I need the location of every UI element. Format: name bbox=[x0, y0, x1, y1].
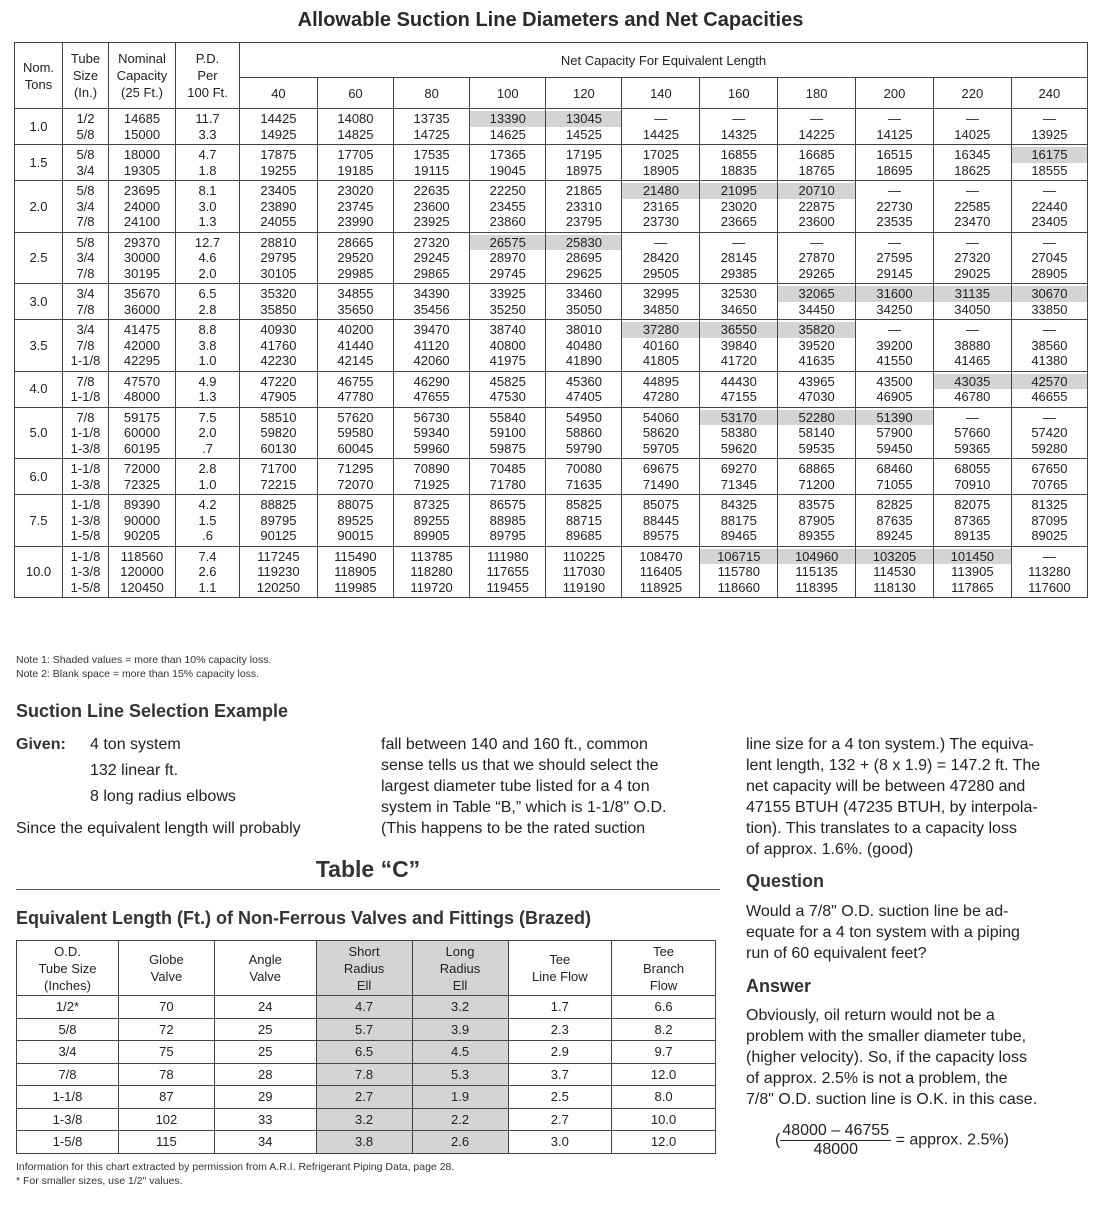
note-2: Note 2: Blank space = more than 15% capacity loss. bbox=[16, 668, 260, 680]
capacity-cell-60: 40200 41440 42145 bbox=[317, 320, 393, 372]
nom-tons-cell: 3.0 bbox=[15, 284, 63, 320]
capacity-cell-240: 42570 46655 bbox=[1011, 371, 1087, 407]
example-heading: Suction Line Selection Example bbox=[16, 701, 289, 721]
capacity-cell-140: 54060 58620 59705 bbox=[622, 407, 700, 459]
capacity-cell-120: 21865 23310 23795 bbox=[546, 181, 622, 233]
nominal-capacity-cell: 47570 48000 bbox=[109, 371, 176, 407]
table-c-label: Table “C” bbox=[315, 856, 421, 882]
header-length-120: 120 bbox=[546, 78, 622, 109]
table-c-cell: 1.9 bbox=[412, 1086, 508, 1109]
tube-size-cell: 3/4 7/8 1-1/8 bbox=[63, 320, 109, 372]
net-capacity-table bbox=[14, 42, 1088, 598]
formula-numerator: 48000 – 46755 bbox=[782, 1122, 890, 1139]
capacity-cell-100: 111980 117655 119455 bbox=[470, 546, 546, 598]
capacity-cell-80: 17535 19115 bbox=[394, 145, 470, 181]
capacity-cell-180: 52280 58140 59535 bbox=[778, 407, 856, 459]
capacity-cell-60: 17705 19185 bbox=[317, 145, 393, 181]
capacity-cell-220: — 38880 41465 bbox=[933, 320, 1011, 372]
pd-cell: 12.7 4.6 2.0 bbox=[176, 232, 240, 284]
capacity-cell-60: 28665 29520 29985 bbox=[317, 232, 393, 284]
capacity-cell-160: 21095 23020 23665 bbox=[700, 181, 778, 233]
nom-tons-cell: 6.0 bbox=[15, 459, 63, 495]
tube-size-cell: 5/8 3/4 7/8 bbox=[63, 181, 109, 233]
capacity-cell-200: 31600 34250 bbox=[856, 284, 934, 320]
capacity-cell-160: 32530 34650 bbox=[700, 284, 778, 320]
capacity-cell-220: 16345 18625 bbox=[933, 145, 1011, 181]
capacity-cell-100: 22250 23455 23860 bbox=[470, 181, 546, 233]
footnote-smaller-sizes: * For smaller sizes, use 1/2" values. bbox=[16, 1175, 183, 1187]
page-title: Allowable Suction Line Diameters and Net Capacities bbox=[297, 9, 804, 31]
table-c-header: Long Radius Ell bbox=[412, 941, 508, 996]
capacity-cell-140: 108470 116405 118925 bbox=[622, 546, 700, 598]
nominal-capacity-cell: 14685 15000 bbox=[109, 109, 176, 145]
capacity-cell-140: 37280 40160 41805 bbox=[622, 320, 700, 372]
capacity-cell-240: — 57420 59280 bbox=[1011, 407, 1087, 459]
nom-tons-cell: 4.0 bbox=[15, 371, 63, 407]
question-text: Would a 7/8" O.D. suction line be ad- equate for a 4 ton system with a piping run of 60 equivalent feet? bbox=[746, 903, 1020, 962]
pd-cell: 11.7 3.3 bbox=[176, 109, 240, 145]
capacity-cell-100: 70485 71780 bbox=[470, 459, 546, 495]
table-c-cell: 4.7 bbox=[316, 996, 412, 1019]
pd-cell: 4.9 1.3 bbox=[176, 371, 240, 407]
capacity-cell-240: — 22440 23405 bbox=[1011, 181, 1087, 233]
nom-tons-cell: 2.0 bbox=[15, 181, 63, 233]
capacity-cell-60: 46755 47780 bbox=[317, 371, 393, 407]
capacity-cell-120: 45360 47405 bbox=[546, 371, 622, 407]
table-row bbox=[15, 407, 1088, 459]
given-label: Given: bbox=[16, 736, 66, 753]
table-c-cell: 5/8 bbox=[17, 1018, 119, 1041]
capacity-cell-80: 39470 41120 42060 bbox=[394, 320, 470, 372]
capacity-cell-80: 113785 118280 119720 bbox=[394, 546, 470, 598]
capacity-cell-180: 83575 87905 89355 bbox=[778, 495, 856, 547]
table-c-cell: 2.6 bbox=[412, 1131, 508, 1154]
pd-cell: 8.8 3.8 1.0 bbox=[176, 320, 240, 372]
capacity-cell-120: 85825 88715 89685 bbox=[546, 495, 622, 547]
capacity-cell-240: — 27045 28905 bbox=[1011, 232, 1087, 284]
capacity-cell-120: 110225 117030 119190 bbox=[546, 546, 622, 598]
table-row bbox=[15, 320, 1088, 372]
capacity-cell-120: 38010 40480 41890 bbox=[546, 320, 622, 372]
capacity-cell-60: 115490 118905 119985 bbox=[317, 546, 393, 598]
capacity-cell-140: 21480 23165 23730 bbox=[622, 181, 700, 233]
table-c-cell: 3.7 bbox=[508, 1063, 612, 1086]
header-length-240: 240 bbox=[1011, 78, 1087, 109]
capacity-cell-240: 16175 18555 bbox=[1011, 145, 1087, 181]
header-tube-size: Tube Size (In.) bbox=[63, 43, 109, 109]
table-c-cell: 8.0 bbox=[612, 1086, 716, 1109]
capacity-cell-200: — 14125 bbox=[856, 109, 934, 145]
capacity-cell-120: 70080 71635 bbox=[546, 459, 622, 495]
table-c-cell: 3.2 bbox=[316, 1108, 412, 1131]
table-c-cell: 34 bbox=[214, 1131, 316, 1154]
capacity-cell-180: — 27870 29265 bbox=[778, 232, 856, 284]
table-row bbox=[17, 1108, 716, 1131]
table-c-cell: 25 bbox=[214, 1041, 316, 1064]
capacity-cell-180: — 14225 bbox=[778, 109, 856, 145]
capacity-cell-180: 32065 34450 bbox=[778, 284, 856, 320]
table-c-cell: 33 bbox=[214, 1108, 316, 1131]
answer-text: Obviously, oil return would not be a problem with the smaller diameter tube, (higher velocity). So, if the capacity loss of approx. 2.5% is not a problem, the 7/8" O.D. suction line is O.K. in this case. bbox=[746, 1007, 1038, 1108]
capacity-cell-100: 26575 28970 29745 bbox=[470, 232, 546, 284]
table-c-cell: 3.2 bbox=[412, 996, 508, 1019]
capacity-cell-120: 54950 58860 59790 bbox=[546, 407, 622, 459]
capacity-cell-100: 13390 14625 bbox=[470, 109, 546, 145]
loss-formula: ( $\frac{48000 - 46755}{48000}$ = approx. 2.5%) bbox=[775, 1122, 1009, 1158]
capacity-cell-40: 58510 59820 60130 bbox=[240, 407, 318, 459]
nominal-capacity-cell: 118560 120000 120450 bbox=[109, 546, 176, 598]
capacity-cell-160: 16855 18835 bbox=[700, 145, 778, 181]
capacity-cell-180: 43965 47030 bbox=[778, 371, 856, 407]
answer-heading: Answer bbox=[746, 976, 812, 996]
table-c-footnotes bbox=[16, 1160, 454, 1188]
capacity-cell-240: — 113280 117600 bbox=[1011, 546, 1087, 598]
table-c-header: Globe Valve bbox=[118, 941, 214, 996]
nom-tons-cell: 1.0 bbox=[15, 109, 63, 145]
table-c-cell: 9.7 bbox=[612, 1041, 716, 1064]
capacity-cell-200: 68460 71055 bbox=[856, 459, 934, 495]
tube-size-cell: 1-1/8 1-3/8 1-5/8 bbox=[63, 495, 109, 547]
tube-size-cell: 1/2 5/8 bbox=[63, 109, 109, 145]
table-c-cell: 12.0 bbox=[612, 1063, 716, 1086]
table-row bbox=[17, 1086, 716, 1109]
capacity-cell-60: 88075 89525 90015 bbox=[317, 495, 393, 547]
given-item: 8 long radius elbows bbox=[90, 788, 236, 805]
capacity-cell-180: 104960 115135 118395 bbox=[778, 546, 856, 598]
capacity-cell-60: 14080 14825 bbox=[317, 109, 393, 145]
table-c-cell: 12.0 bbox=[612, 1131, 716, 1154]
table-row bbox=[15, 145, 1088, 181]
table-c-cell: 7.8 bbox=[316, 1063, 412, 1086]
capacity-cell-120: 17195 18975 bbox=[546, 145, 622, 181]
capacity-cell-140: 85075 88445 89575 bbox=[622, 495, 700, 547]
nominal-capacity-cell: 72000 72325 bbox=[109, 459, 176, 495]
nominal-capacity-cell: 89390 90000 90205 bbox=[109, 495, 176, 547]
header-nom-tons: Nom. Tons bbox=[15, 43, 63, 109]
capacity-cell-60: 57620 59580 60045 bbox=[317, 407, 393, 459]
table-c-cell: 2.5 bbox=[508, 1086, 612, 1109]
table-c-cell: 6.6 bbox=[612, 996, 716, 1019]
capacity-cell-220: 31135 34050 bbox=[933, 284, 1011, 320]
capacity-cell-220: — 14025 bbox=[933, 109, 1011, 145]
capacity-cell-220: 68055 70910 bbox=[933, 459, 1011, 495]
header-length-40: 40 bbox=[240, 78, 318, 109]
capacity-cell-140: — 28420 29505 bbox=[622, 232, 700, 284]
table-c-cell: 1/2* bbox=[17, 996, 119, 1019]
given-item: 4 ton system bbox=[90, 736, 181, 753]
table-row bbox=[17, 1018, 716, 1041]
given-item: 132 linear ft. bbox=[90, 762, 179, 779]
table-c-header: Tee Branch Flow bbox=[612, 941, 716, 996]
capacity-cell-220: 43035 46780 bbox=[933, 371, 1011, 407]
capacity-cell-80: 22635 23600 23925 bbox=[394, 181, 470, 233]
capacity-cell-160: — 28145 29385 bbox=[700, 232, 778, 284]
capacity-cell-200: 51390 57900 59450 bbox=[856, 407, 934, 459]
table-row bbox=[15, 495, 1088, 547]
table-c-cell: 24 bbox=[214, 996, 316, 1019]
nom-tons-cell: 3.5 bbox=[15, 320, 63, 372]
nominal-capacity-cell: 41475 42000 42295 bbox=[109, 320, 176, 372]
capacity-cell-80: 27320 29245 29865 bbox=[394, 232, 470, 284]
capacity-cell-200: — 22730 23535 bbox=[856, 181, 934, 233]
table-c-header: Tee Line Flow bbox=[508, 941, 612, 996]
table-row bbox=[17, 1063, 716, 1086]
capacity-cell-240: — 13925 bbox=[1011, 109, 1087, 145]
table-row bbox=[15, 181, 1088, 233]
table-c-cell: 3.9 bbox=[412, 1018, 508, 1041]
capacity-cell-80: 87325 89255 89905 bbox=[394, 495, 470, 547]
capacity-cell-200: 103205 114530 118130 bbox=[856, 546, 934, 598]
capacity-cell-180: 35820 39520 41635 bbox=[778, 320, 856, 372]
capacity-cell-120: 25830 28695 29625 bbox=[546, 232, 622, 284]
capacity-cell-80: 46290 47655 bbox=[394, 371, 470, 407]
nominal-capacity-cell: 23695 24000 24100 bbox=[109, 181, 176, 233]
table-c-cell: 28 bbox=[214, 1063, 316, 1086]
pd-cell: 2.8 1.0 bbox=[176, 459, 240, 495]
capacity-cell-160: 69270 71345 bbox=[700, 459, 778, 495]
footnote-source: Information for this chart extracted by permission from A.R.I. Refrigerant Piping Data, page 28. bbox=[16, 1161, 455, 1173]
table-c-cell: 70 bbox=[118, 996, 214, 1019]
table-c-cell: 10.0 bbox=[612, 1108, 716, 1131]
pd-cell: 7.5 2.0 .7 bbox=[176, 407, 240, 459]
tube-size-cell: 3/4 7/8 bbox=[63, 284, 109, 320]
header-net-capacity: Net Capacity For Equivalent Length bbox=[240, 43, 1088, 78]
table-row bbox=[17, 1131, 716, 1154]
table-c-cell: 29 bbox=[214, 1086, 316, 1109]
capacity-cell-180: 68865 71200 bbox=[778, 459, 856, 495]
divider bbox=[16, 889, 720, 890]
capacity-cell-140: 17025 18905 bbox=[622, 145, 700, 181]
capacity-cell-80: 13735 14725 bbox=[394, 109, 470, 145]
table-row bbox=[17, 996, 716, 1019]
capacity-cell-60: 34855 35650 bbox=[317, 284, 393, 320]
header-pd: P.D. Per 100 Ft. bbox=[176, 43, 240, 109]
capacity-cell-100: 33925 35250 bbox=[470, 284, 546, 320]
table-row bbox=[17, 1041, 716, 1064]
pd-cell: 8.1 3.0 1.3 bbox=[176, 181, 240, 233]
table-c-cell: 4.5 bbox=[412, 1041, 508, 1064]
capacity-cell-140: 32995 34850 bbox=[622, 284, 700, 320]
table-row bbox=[15, 371, 1088, 407]
table-c-cell: 2.9 bbox=[508, 1041, 612, 1064]
capacity-cell-100: 17365 19045 bbox=[470, 145, 546, 181]
capacity-cell-40: 47220 47905 bbox=[240, 371, 318, 407]
nom-tons-cell: 5.0 bbox=[15, 407, 63, 459]
capacity-cell-40: 117245 119230 120250 bbox=[240, 546, 318, 598]
pd-cell: 4.2 1.5 .6 bbox=[176, 495, 240, 547]
table-c-cell: 7/8 bbox=[17, 1063, 119, 1086]
capacity-cell-40: 35320 35850 bbox=[240, 284, 318, 320]
table-c-cell: 2.7 bbox=[508, 1108, 612, 1131]
table-c-cell: 2.3 bbox=[508, 1018, 612, 1041]
capacity-cell-160: 44430 47155 bbox=[700, 371, 778, 407]
table-c-cell: 6.5 bbox=[316, 1041, 412, 1064]
capacity-cell-200: 82825 87635 89245 bbox=[856, 495, 934, 547]
capacity-cell-220: — 57660 59365 bbox=[933, 407, 1011, 459]
formula-denominator: 48000 bbox=[813, 1141, 858, 1158]
nominal-capacity-cell: 18000 19305 bbox=[109, 145, 176, 181]
capacity-cell-60: 71295 72070 bbox=[317, 459, 393, 495]
example-text-col3: line size for a 4 ton system.) The equiva- lent length, 132 + (8 x 1.9) = 147.2 ft. The net capacity will be between 47280 and 47155 BTUH (47235 BTUH, by interpola- tion). This translates to a capacity loss of approx. 1.6%. (good) bbox=[746, 736, 1041, 858]
tube-size-cell: 1-1/8 1-3/8 1-5/8 bbox=[63, 546, 109, 598]
capacity-cell-40: 14425 14925 bbox=[240, 109, 318, 145]
capacity-cell-160: 53170 58380 59620 bbox=[700, 407, 778, 459]
capacity-cell-100: 86575 88985 89795 bbox=[470, 495, 546, 547]
table-c-header: Angle Valve bbox=[214, 941, 316, 996]
header-length-100: 100 bbox=[470, 78, 546, 109]
capacity-cell-100: 45825 47530 bbox=[470, 371, 546, 407]
header-length-60: 60 bbox=[317, 78, 393, 109]
table-row bbox=[15, 546, 1088, 598]
table-c-cell: 2.7 bbox=[316, 1086, 412, 1109]
tube-size-cell: 7/8 1-1/8 1-3/8 bbox=[63, 407, 109, 459]
table-c-header: O.D. Tube Size (Inches) bbox=[17, 941, 119, 996]
tube-size-cell: 5/8 3/4 bbox=[63, 145, 109, 181]
pd-cell: 7.4 2.6 1.1 bbox=[176, 546, 240, 598]
table-c-cell: 1.7 bbox=[508, 996, 612, 1019]
capacity-cell-220: — 27320 29025 bbox=[933, 232, 1011, 284]
nom-tons-cell: 1.5 bbox=[15, 145, 63, 181]
header-length-200: 200 bbox=[856, 78, 934, 109]
table-c-cell: 78 bbox=[118, 1063, 214, 1086]
capacity-cell-40: 23405 23890 24055 bbox=[240, 181, 318, 233]
example-text-col2: fall between 140 and 160 ft., common sense tells us that we should select the largest diameter tube listed for a 4 ton system in Table “B,” which is 1-1/8" O.D. (This happens to be the rated suction bbox=[381, 736, 667, 837]
capacity-cell-240: 30670 33850 bbox=[1011, 284, 1087, 320]
table-c-title: Equivalent Length (Ft.) of Non-Ferrous Valves and Fittings (Brazed) bbox=[16, 908, 592, 928]
table-c-cell: 72 bbox=[118, 1018, 214, 1041]
table-row bbox=[15, 284, 1088, 320]
table-c-cell: 25 bbox=[214, 1018, 316, 1041]
table-c-cell: 87 bbox=[118, 1086, 214, 1109]
table-c-cell: 3.8 bbox=[316, 1131, 412, 1154]
table-c-header: Short Radius Ell bbox=[316, 941, 412, 996]
capacity-cell-220: 101450 113905 117865 bbox=[933, 546, 1011, 598]
capacity-cell-40: 17875 19255 bbox=[240, 145, 318, 181]
capacity-cell-80: 70890 71925 bbox=[394, 459, 470, 495]
capacity-cell-120: 33460 35050 bbox=[546, 284, 622, 320]
table-notes bbox=[16, 653, 271, 681]
tube-size-cell: 7/8 1-1/8 bbox=[63, 371, 109, 407]
capacity-cell-160: 106715 115780 118660 bbox=[700, 546, 778, 598]
capacity-cell-140: 44895 47280 bbox=[622, 371, 700, 407]
capacity-cell-180: 20710 22875 23600 bbox=[778, 181, 856, 233]
nom-tons-cell: 7.5 bbox=[15, 495, 63, 547]
header-nominal-capacity: Nominal Capacity (25 Ft.) bbox=[109, 43, 176, 109]
table-row bbox=[15, 459, 1088, 495]
table-c-cell: 5.7 bbox=[316, 1018, 412, 1041]
question-heading: Question bbox=[746, 871, 825, 891]
capacity-cell-140: — 14425 bbox=[622, 109, 700, 145]
table-c-cell: 2.2 bbox=[412, 1108, 508, 1131]
equivalent-length-table bbox=[16, 940, 716, 1154]
capacity-cell-180: 16685 18765 bbox=[778, 145, 856, 181]
capacity-cell-240: — 38560 41380 bbox=[1011, 320, 1087, 372]
capacity-cell-80: 56730 59340 59960 bbox=[394, 407, 470, 459]
table-c-cell: 5.3 bbox=[412, 1063, 508, 1086]
table-row bbox=[15, 232, 1088, 284]
capacity-cell-160: 36550 39840 41720 bbox=[700, 320, 778, 372]
capacity-cell-200: 16515 18695 bbox=[856, 145, 934, 181]
table-c-cell: 115 bbox=[118, 1131, 214, 1154]
pd-cell: 6.5 2.8 bbox=[176, 284, 240, 320]
header-length-220: 220 bbox=[933, 78, 1011, 109]
pd-cell: 4.7 1.8 bbox=[176, 145, 240, 181]
formula-result: = approx. 2.5%) bbox=[895, 1131, 1009, 1149]
table-c-cell: 3.0 bbox=[508, 1131, 612, 1154]
capacity-cell-60: 23020 23745 23990 bbox=[317, 181, 393, 233]
nominal-capacity-cell: 35670 36000 bbox=[109, 284, 176, 320]
capacity-cell-40: 71700 72215 bbox=[240, 459, 318, 495]
tube-size-cell: 5/8 3/4 7/8 bbox=[63, 232, 109, 284]
nominal-capacity-cell: 29370 30000 30195 bbox=[109, 232, 176, 284]
capacity-cell-40: 40930 41760 42230 bbox=[240, 320, 318, 372]
capacity-cell-40: 88825 89795 90125 bbox=[240, 495, 318, 547]
capacity-cell-80: 34390 35456 bbox=[394, 284, 470, 320]
table-c-cell: 102 bbox=[118, 1108, 214, 1131]
formula-fraction bbox=[780, 1122, 891, 1159]
capacity-cell-100: 55840 59100 59875 bbox=[470, 407, 546, 459]
table-c-cell: 8.2 bbox=[612, 1018, 716, 1041]
capacity-cell-160: — 14325 bbox=[700, 109, 778, 145]
header-length-160: 160 bbox=[700, 78, 778, 109]
table-c-cell: 1-5/8 bbox=[17, 1131, 119, 1154]
nominal-capacity-cell: 59175 60000 60195 bbox=[109, 407, 176, 459]
capacity-cell-240: 81325 87095 89025 bbox=[1011, 495, 1087, 547]
table-c-cell: 1-1/8 bbox=[17, 1086, 119, 1109]
capacity-cell-200: 43500 46905 bbox=[856, 371, 934, 407]
capacity-cell-120: 13045 14525 bbox=[546, 109, 622, 145]
header-length-140: 140 bbox=[622, 78, 700, 109]
capacity-cell-160: 84325 88175 89465 bbox=[700, 495, 778, 547]
header-length-180: 180 bbox=[778, 78, 856, 109]
note-1: Note 1: Shaded values = more than 10% capacity loss. bbox=[16, 654, 272, 666]
capacity-cell-220: — 22585 23470 bbox=[933, 181, 1011, 233]
tube-size-cell: 1-1/8 1-3/8 bbox=[63, 459, 109, 495]
capacity-cell-100: 38740 40800 41975 bbox=[470, 320, 546, 372]
example-text-col1: Since the equivalent length will probably bbox=[16, 820, 301, 837]
header-length-80: 80 bbox=[394, 78, 470, 109]
capacity-cell-200: — 27595 29145 bbox=[856, 232, 934, 284]
capacity-cell-40: 28810 29795 30105 bbox=[240, 232, 318, 284]
table-c-cell: 3/4 bbox=[17, 1041, 119, 1064]
table-c-cell: 1-3/8 bbox=[17, 1108, 119, 1131]
capacity-cell-200: — 39200 41550 bbox=[856, 320, 934, 372]
nom-tons-cell: 10.0 bbox=[15, 546, 63, 598]
table-row bbox=[15, 109, 1088, 145]
capacity-cell-220: 82075 87365 89135 bbox=[933, 495, 1011, 547]
table-c-cell: 75 bbox=[118, 1041, 214, 1064]
capacity-cell-140: 69675 71490 bbox=[622, 459, 700, 495]
nom-tons-cell: 2.5 bbox=[15, 232, 63, 284]
capacity-cell-240: 67650 70765 bbox=[1011, 459, 1087, 495]
